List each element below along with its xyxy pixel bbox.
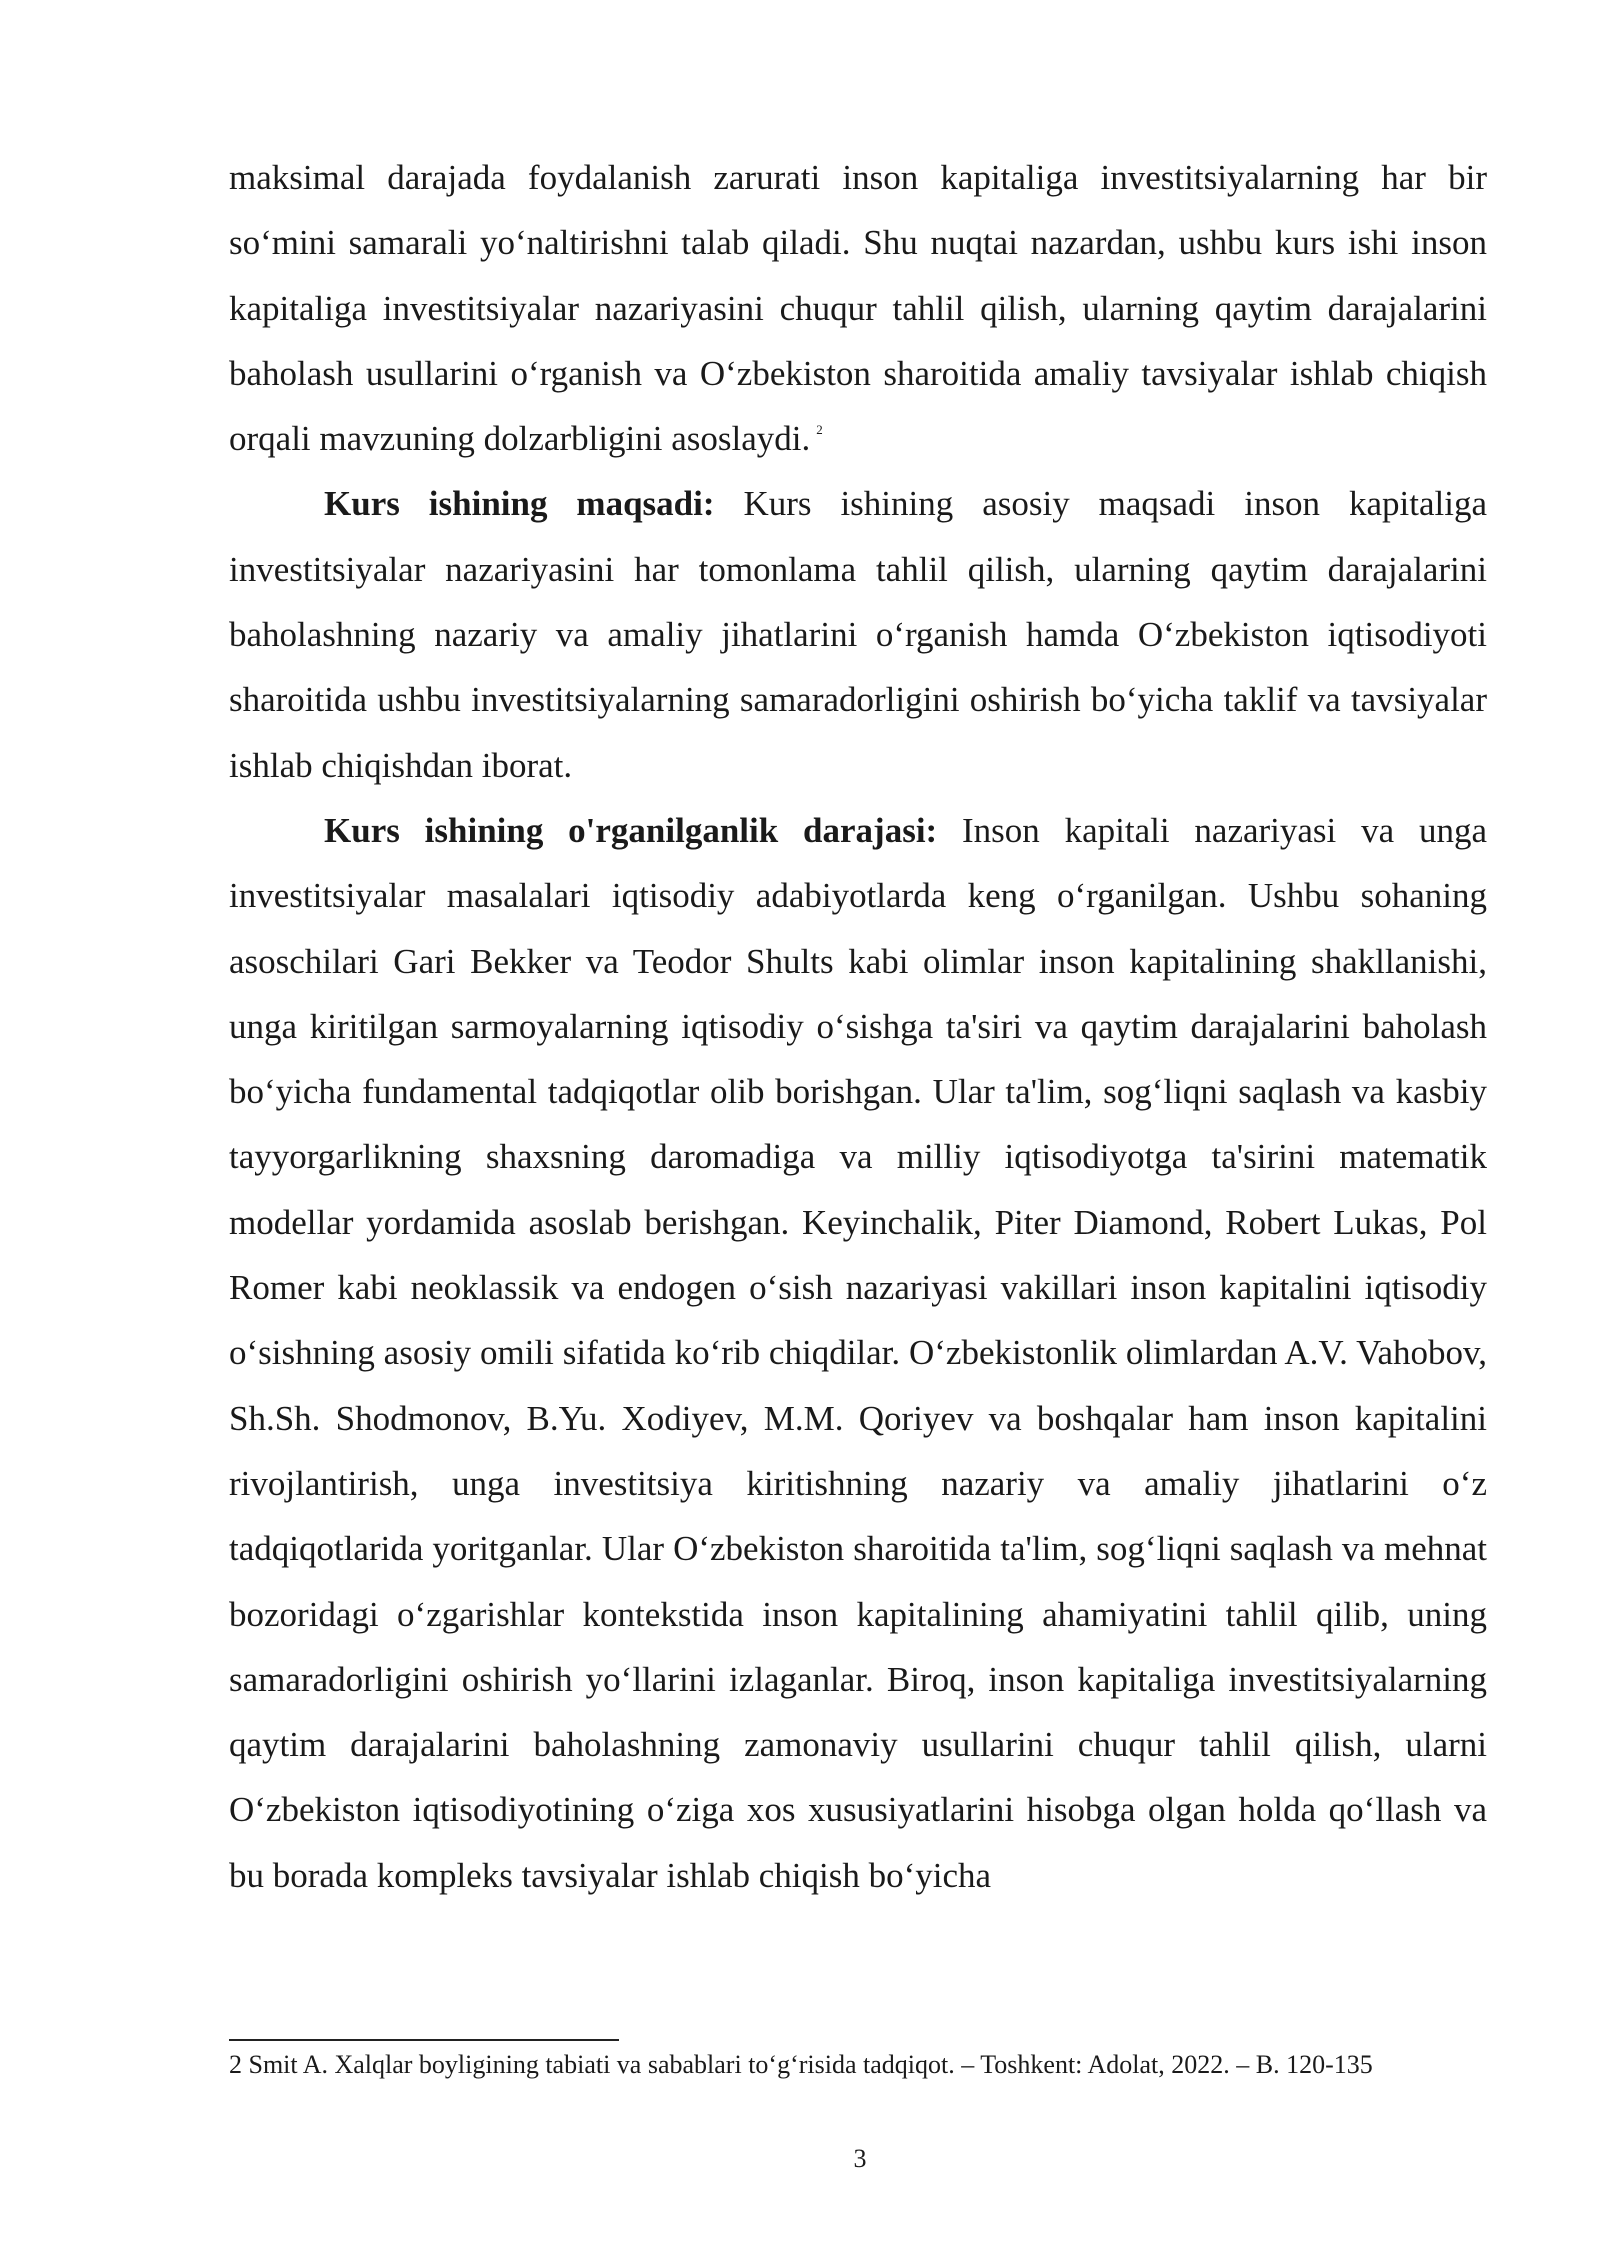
paragraph-heading: Kurs ishining o'rganilganlik darajasi: <box>324 810 938 850</box>
paragraph-text: maksimal darajada foydalanish zarurati inson kapitaliga investitsiyalarning har bir so‘mini samarali yo‘naltirishni talab qiladi. Shu nuqtai nazardan, ushbu kurs ishi inson kapitaliga investitsiyalar nazariyasini chuqur tahlil qilish, ularning qaytim darajalarini baholash usullarini o‘rganish va O‘zbekiston sharoitida amaliy tavsiyalar ishlab chiqish orqali mavzuning dolzarbligini asoslaydi. <box>229 158 1487 459</box>
footnote: 2 Smit A. Xalqlar boyligining tabiati va sabablari to‘g‘risida tadqiqot. – Toshkent: Adolat, 2022. – B. 120-135 <box>229 2050 1373 2079</box>
paragraph-text: Kurs ishining asosiy maqsadi inson kapitaliga investitsiyalar nazariyasini har tomonlama tahlil qilish, ularning qaytim darajalarini baholashning nazariy va amaliy jihatlarini o‘rganish hamda O‘zbekiston iqtisodiyoti sharoitida ushbu investitsiyalarning samaradorligini oshirish bo‘yicha taklif va tavsiyalar ishlab chiqishdan iborat. <box>229 484 1488 785</box>
body-text <box>229 145 1487 1908</box>
paragraph-heading: Kurs ishining maqsadi: <box>324 484 715 524</box>
page-number: 3 <box>853 2144 867 2173</box>
paragraph-continuation <box>229 145 1487 471</box>
footnote-reference: 2 <box>816 422 823 438</box>
paragraph-purpose <box>229 471 1487 797</box>
paragraph-text: Inson kapitali nazariyasi va unga investitsiyalar masalalari iqtisodiy adabiyotlarda keng o‘rganilgan. Ushbu sohaning asoschilari Gari Bekker va Teodor Shults kabi olimlar inson kapitalining shakllanishi, unga kiritilgan sarmoyalarning iqtisodiy o‘sishga ta'siri va qaytim darajalarini baholash bo‘yicha fundamental tadqiqotlar olib borishgan. Ular ta'lim, sog‘liqni saqlash va kasbiy tayyorgarlikning shaxsning daromadiga va milliy iqtisodiyotga ta'sirini matematik modellar yordamida asoslab berishgan. Keyinchalik, Piter Diamond, Robert Lukas, Pol Romer kabi neoklassik va endogen o‘sish nazariyasi vakillari inson kapitalini iqtisodiy o‘sishning asosiy omili sifatida ko‘rib chiqdilar. O‘zbekistonlik olimlardan A.V. Vahobov, Sh.Sh. Shodmonov, B.Yu. Xodiyev, M.M. Qoriyev va boshqalar ham inson kapitalini rivojlantirish, unga investitsiya kiritishning nazariy va amaliy jihatlarini o‘z tadqiqotlarida yoritganlar. Ular O‘zbekiston sharoitida ta'lim, sog‘liqni saqlash va mehnat bozoridagi o‘zgarishlar kontekstida inson kapitalining ahamiyatini tahlil qilib, uning samaradorligini oshirish yo‘llarini izlaganlar. Biroq, inson kapitaliga investitsiyalarning qaytim darajalarini baholashning zamonaviy usullarini chuqur tahlil qilish, ularni O‘zbekiston iqtisodiyotining o‘ziga xos xususiyatlarini hisobga olgan holda qo‘llash va bu borada kompleks tavsiyalar ishlab chiqish bo‘yicha <box>229 810 1487 1895</box>
footnote-separator <box>229 2039 619 2041</box>
paragraph-study-level <box>229 798 1487 1908</box>
